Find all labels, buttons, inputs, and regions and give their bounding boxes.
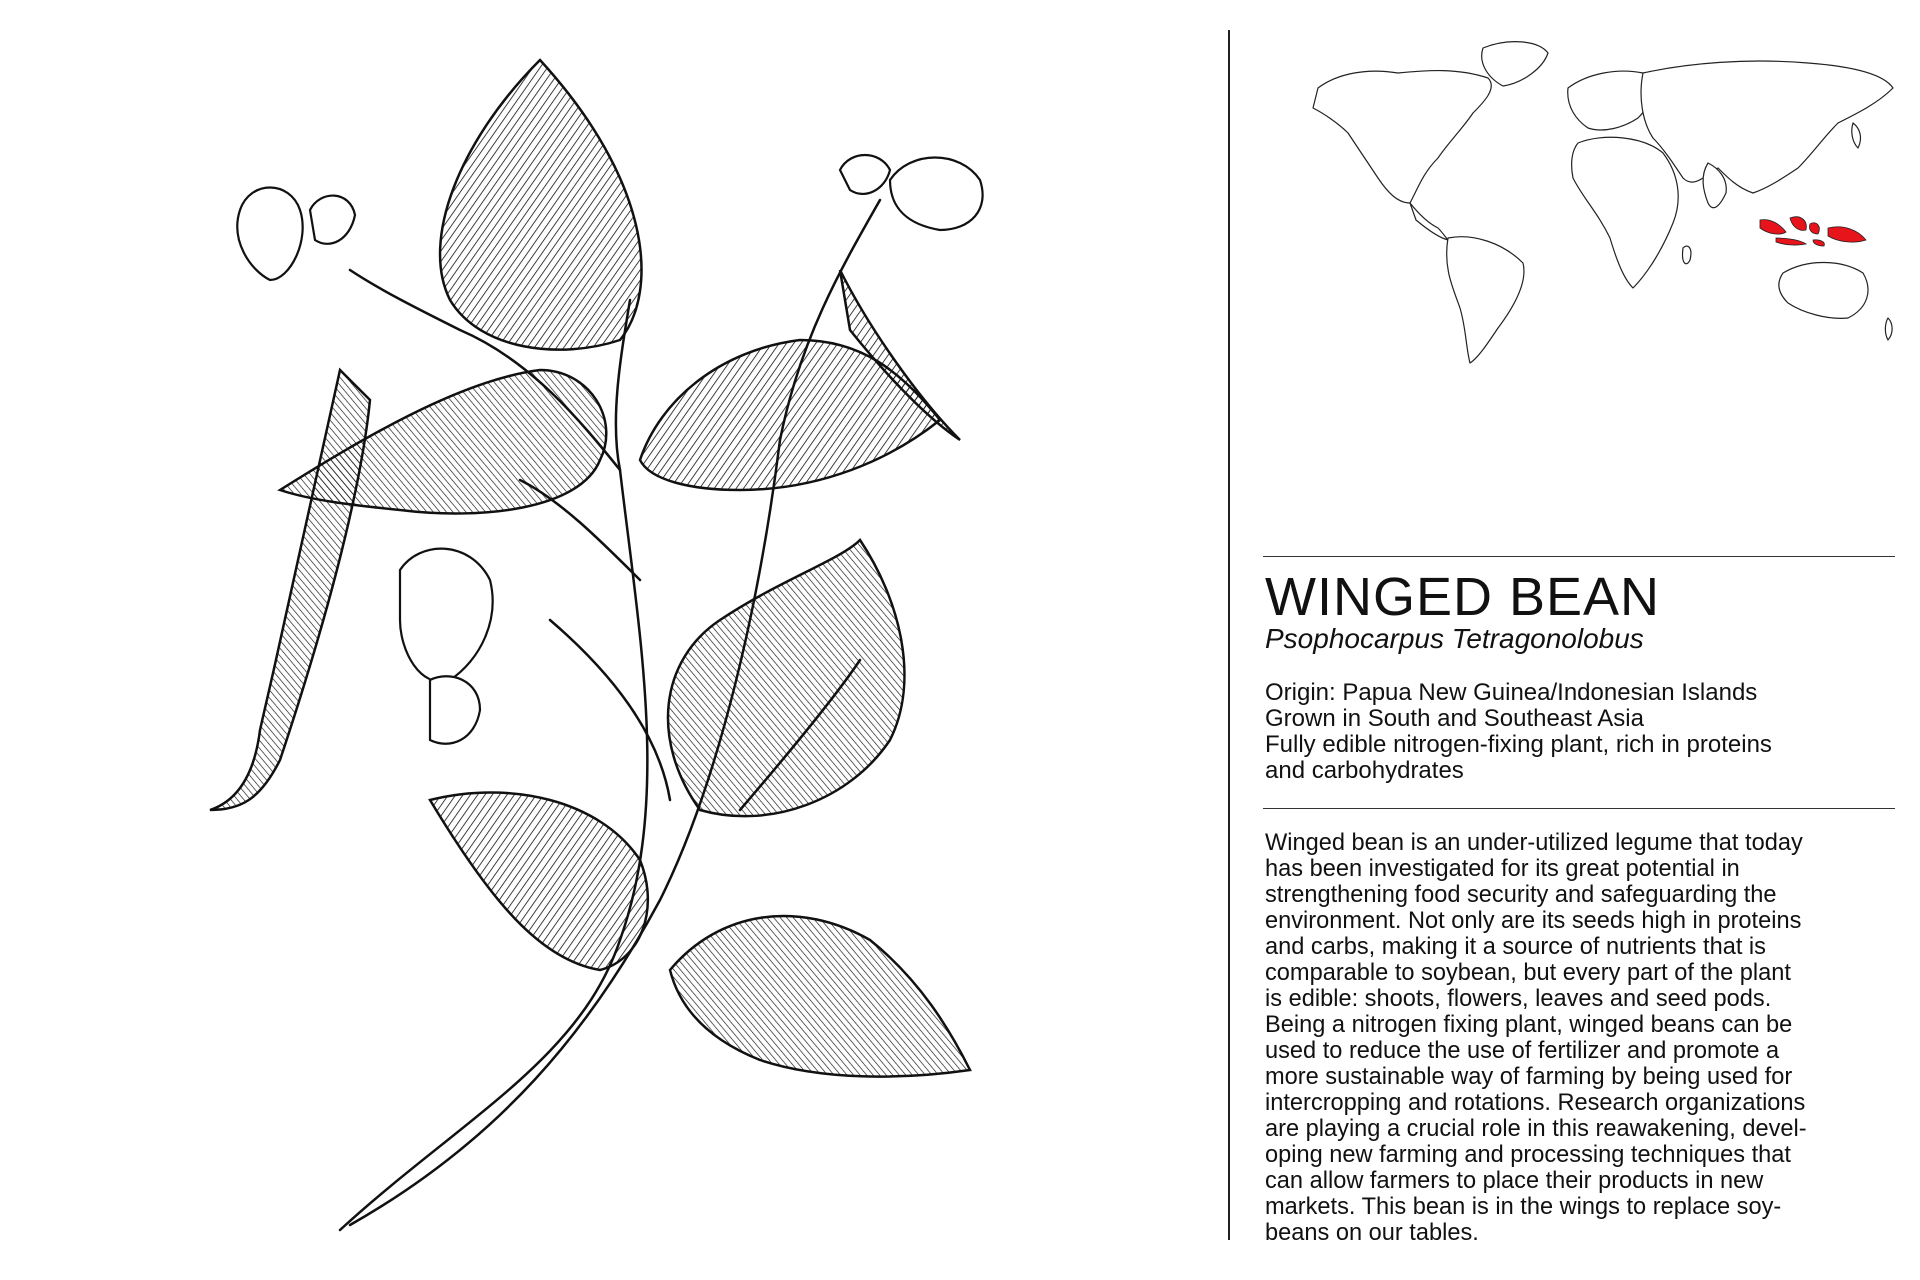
description-line: beans on our tables. [1265,1220,1479,1246]
flower-left-2 [310,196,355,244]
description-line: Winged bean is an under-utilized legume that today [1265,830,1803,856]
scientific-name: Psophocarpus Tetragonolobus [1265,623,1644,654]
world-map-icon [1298,28,1898,368]
flower-top-right-2 [840,155,890,194]
leaf-lower-left [430,793,648,971]
fact-origin: Origin: Papua New Guinea/Indonesian Islands [1265,679,1758,706]
australia [1779,262,1868,318]
description-line: strengthening food security and safeguarding the [1265,882,1777,908]
central-america [1410,203,1448,240]
flower-center [400,549,493,682]
description-line: used to reduce the use of fertilizer and promote a [1265,1038,1780,1064]
flower-top-right [890,158,983,231]
japan [1852,123,1861,148]
fact-edible: Fully edible nitrogen-fixing plant, rich in proteins [1265,731,1772,758]
description-line: has been investigated for its great potential in [1265,856,1740,882]
new-zealand [1885,318,1892,340]
winged-bean-illustration [200,40,1000,1250]
leaf-center [668,540,904,816]
facts-list [1265,680,1895,784]
description-line: markets. This bean is in the wings to replace soy- [1265,1194,1782,1220]
flower-center-2 [430,676,480,744]
description [1265,830,1895,1246]
south-america [1447,237,1524,363]
description-line: is edible: shoots, flowers, leaves and seed pods. [1265,986,1772,1012]
description-line: can allow farmers to place their products in new [1265,1168,1764,1194]
vertical-divider [1228,30,1230,1240]
description-line: and carbs, making it a source of nutrients that is [1265,934,1766,960]
description-line: Being a nitrogen fixing plant, winged beans can be [1265,1012,1793,1038]
greenland [1482,42,1548,86]
origin-region-highlight [1760,217,1866,246]
fact-grown: Grown in South and Southeast Asia [1265,705,1644,732]
description-line: environment. Not only are its seeds high in proteins [1265,908,1802,934]
fact-edible-cont: and carbohydrates [1265,757,1464,784]
europe [1568,71,1652,130]
divider-top [1263,556,1895,557]
description-line: comparable to soybean, but every part of the plant [1265,960,1791,986]
divider-middle [1263,808,1895,809]
leaf-lower-right [670,916,970,1077]
seed-pod-left [210,370,370,810]
flower-left [237,188,302,281]
africa [1572,137,1679,288]
description-line: are playing a crucial role in this reawakening, devel- [1265,1116,1807,1142]
leaf-top [440,60,641,350]
description-line: oping new farming and processing techniques that [1265,1142,1791,1168]
madagascar [1683,246,1691,264]
north-america [1313,71,1491,203]
species-title: WINGED BEAN [1265,567,1661,627]
description-line: more sustainable way of farming by being used for [1265,1064,1793,1090]
description-line: intercropping and rotations. Research organizations [1265,1090,1806,1116]
